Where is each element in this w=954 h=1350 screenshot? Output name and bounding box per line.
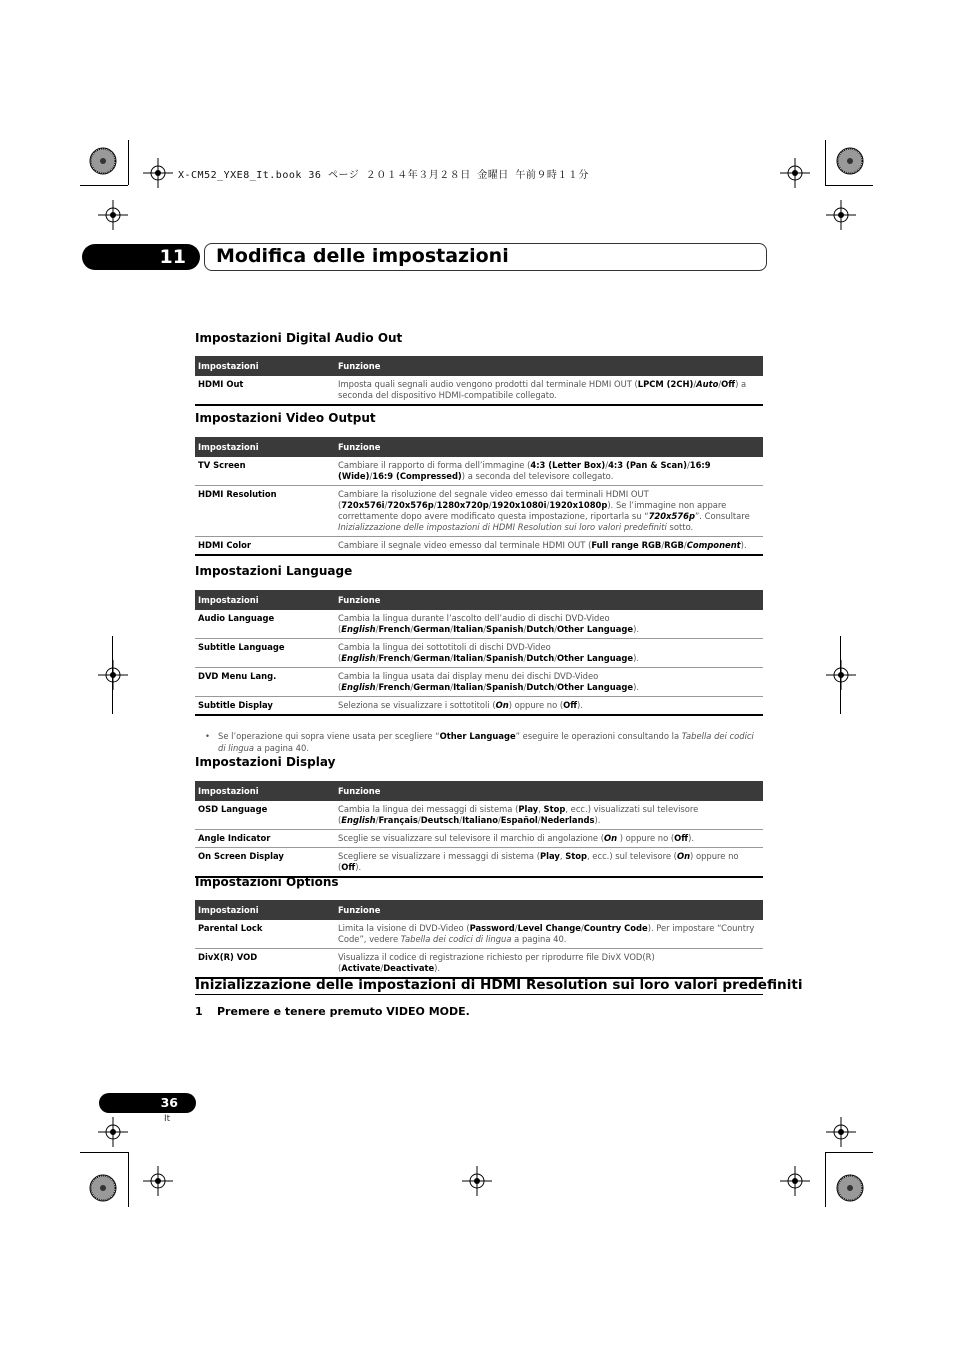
registration-rosette-icon bbox=[835, 1173, 865, 1203]
col-header-function: Funzione bbox=[335, 781, 763, 801]
setting-name: On Screen Display bbox=[195, 848, 335, 878]
crosshair-icon bbox=[98, 660, 128, 690]
step-item bbox=[195, 1005, 470, 1018]
step-number: 1 bbox=[195, 1005, 203, 1018]
settings-table-options bbox=[195, 900, 763, 979]
setting-name: Subtitle Language bbox=[195, 639, 335, 668]
chapter-title: Modifica delle impostazioni bbox=[216, 245, 509, 267]
table-row bbox=[195, 486, 763, 537]
col-header-setting: Impostazioni bbox=[195, 900, 335, 920]
setting-name: DivX(R) VOD bbox=[195, 949, 335, 979]
crosshair-icon bbox=[462, 1166, 492, 1196]
settings-table-display bbox=[195, 781, 763, 878]
setting-name: HDMI Resolution bbox=[195, 486, 335, 537]
crop-mark bbox=[825, 1152, 826, 1207]
setting-description: Cambia la lingua usata dai display menu dei dischi DVD-Video (English/French/German/Italian/Spanish/Dutch/Other Language). bbox=[335, 668, 763, 697]
registration-rosette-icon bbox=[88, 1173, 118, 1203]
setting-description: Cambiare il rapporto di forma dell’immagine (4:3 (Letter Box)/4:3 (Pan & Scan)/16:9 (Wide)/16:9 (Compressed)) a seconda del televisore collegato. bbox=[338, 460, 711, 481]
table-row bbox=[195, 848, 763, 878]
registration-rosette-icon bbox=[88, 146, 118, 176]
crop-mark bbox=[840, 636, 841, 714]
step-text: Premere e tenere premuto VIDEO MODE. bbox=[217, 1005, 470, 1018]
section-title-language: Impostazioni Language bbox=[195, 564, 353, 578]
crosshair-icon bbox=[98, 200, 128, 230]
settings-table-video bbox=[195, 437, 763, 556]
setting-description: Cambiare la risoluzione del segnale video emesso dai terminali HDMI OUT (720x576i/720x576p/1280x720p/1920x1080i/1920x1080p). Se l’immagine non appare correttamente dopo avere modificato questa impostazione, riportarla su “720x576p”. Consultare Inizializzazione delle impostazioni di HDMI Resolution sui loro valori predefiniti sotto. bbox=[335, 486, 763, 537]
settings-table-audio bbox=[195, 356, 763, 406]
crosshair-icon bbox=[143, 158, 173, 188]
crosshair-icon bbox=[826, 1117, 856, 1147]
registration-rosette-icon bbox=[835, 146, 865, 176]
setting-description: Cambiare il segnale video emesso dal terminale HDMI OUT (Full range RGB/RGB/Component). bbox=[335, 537, 763, 556]
table-row bbox=[195, 668, 763, 697]
table-row bbox=[195, 457, 763, 486]
setting-name: TV Screen bbox=[198, 460, 246, 470]
setting-description: Cambia la lingua dei sottotitoli di dischi DVD-Video (English/French/German/Italian/Spanish/Dutch/Other Language). bbox=[335, 639, 763, 668]
crop-mark bbox=[80, 1152, 128, 1153]
crosshair-icon bbox=[143, 1166, 173, 1196]
setting-description: Imposta quali segnali audio vengono prodotti dal terminale HDMI OUT (LPCM (2CH)/Auto/Off) a seconda del dispositivo HDMI-compatibile collegato. bbox=[338, 379, 747, 400]
crosshair-icon bbox=[826, 660, 856, 690]
col-header-setting: Impostazioni bbox=[195, 781, 335, 801]
table-row bbox=[195, 801, 763, 830]
table-row bbox=[195, 537, 763, 556]
col-header-function: Funzione bbox=[335, 437, 763, 457]
setting-description: Seleziona se visualizzare i sottotitoli (On) oppure no (Off). bbox=[335, 697, 763, 716]
crop-mark bbox=[825, 1152, 873, 1153]
setting-description: Visualizza il codice di registrazione richiesto per riprodurre file DivX VOD(R) (Activate/Deactivate). bbox=[335, 949, 763, 979]
setting-description: Limita la visione di DVD-Video (Password/Level Change/Country Code). Per impostare “Country Code”, vedere Tabella dei codici di lingua a pagina 40. bbox=[338, 923, 755, 944]
setting-name: Audio Language bbox=[198, 613, 275, 623]
bullet-icon: • bbox=[205, 731, 210, 741]
crosshair-icon bbox=[780, 1166, 810, 1196]
chapter-number: 11 bbox=[82, 244, 200, 270]
table-row bbox=[195, 697, 763, 716]
setting-description: Scegliere se visualizzare i messaggi di sistema (Play, Stop, ecc.) sul televisore (On) oppure no (Off). bbox=[335, 848, 763, 878]
section-heading: Inizializzazione delle impostazioni di HDMI Resolution sui loro valori predefiniti bbox=[195, 977, 803, 993]
crosshair-icon bbox=[98, 1117, 128, 1147]
table-row bbox=[195, 920, 763, 949]
settings-table-language bbox=[195, 590, 763, 716]
crop-mark bbox=[128, 140, 129, 185]
col-header-setting: Impostazioni bbox=[195, 590, 335, 610]
col-header-setting: Impostazioni bbox=[195, 356, 335, 376]
table-row bbox=[195, 830, 763, 848]
setting-description: Sceglie se visualizzare sul televisore il marchio di angolazione (On ) oppure no (Off). bbox=[335, 830, 763, 848]
col-header-function: Funzione bbox=[335, 590, 763, 610]
setting-description: Cambia la lingua durante l’ascolto dell’audio di dischi DVD-Video (English/French/German/Italian/Spanish/Dutch/Other Language). bbox=[338, 613, 639, 634]
table-row bbox=[195, 639, 763, 668]
col-header-setting: Impostazioni bbox=[195, 437, 335, 457]
page-number: 36 bbox=[99, 1093, 196, 1113]
table-row bbox=[195, 949, 763, 979]
col-header-function: Funzione bbox=[335, 356, 763, 376]
section-title-display: Impostazioni Display bbox=[195, 755, 336, 769]
setting-name: DVD Menu Lang. bbox=[195, 668, 335, 697]
crop-mark bbox=[128, 1152, 129, 1207]
section-title-audio: Impostazioni Digital Audio Out bbox=[195, 331, 403, 345]
section-title-options: Impostazioni Options bbox=[195, 875, 339, 889]
crop-mark bbox=[825, 140, 826, 185]
crosshair-icon bbox=[780, 158, 810, 188]
setting-name: Subtitle Display bbox=[195, 697, 335, 716]
setting-name: OSD Language bbox=[198, 804, 268, 814]
setting-name: Parental Lock bbox=[198, 923, 263, 933]
setting-name: Angle Indicator bbox=[195, 830, 335, 848]
crosshair-icon bbox=[826, 200, 856, 230]
file-header: X-CM52_YXE8_It.book 36 ページ ２０１４年３月２８日 金曜日 午前９時１１分 bbox=[178, 170, 589, 181]
bullet-note: • Se l’operazione qui sopra viene usata per scegliere “Other Language” eseguire le operazioni consultando la Tabella dei codici di lingua a pagina 40. bbox=[205, 731, 754, 753]
crop-mark bbox=[112, 636, 113, 714]
setting-name: HDMI Color bbox=[195, 537, 335, 556]
section-title-video: Impostazioni Video Output bbox=[195, 411, 376, 425]
page-language: It bbox=[164, 1114, 171, 1124]
setting-description: Cambia la lingua dei messaggi di sistema (Play, Stop, ecc.) visualizzati sul televisore (English/Français/Deutsch/Italiano/Español/Nederlands). bbox=[338, 804, 699, 825]
table-row bbox=[195, 610, 763, 639]
setting-name: HDMI Out bbox=[198, 379, 244, 389]
col-header-function: Funzione bbox=[335, 900, 763, 920]
crop-mark bbox=[825, 185, 873, 186]
crop-mark bbox=[80, 185, 128, 186]
table-row bbox=[195, 376, 763, 405]
